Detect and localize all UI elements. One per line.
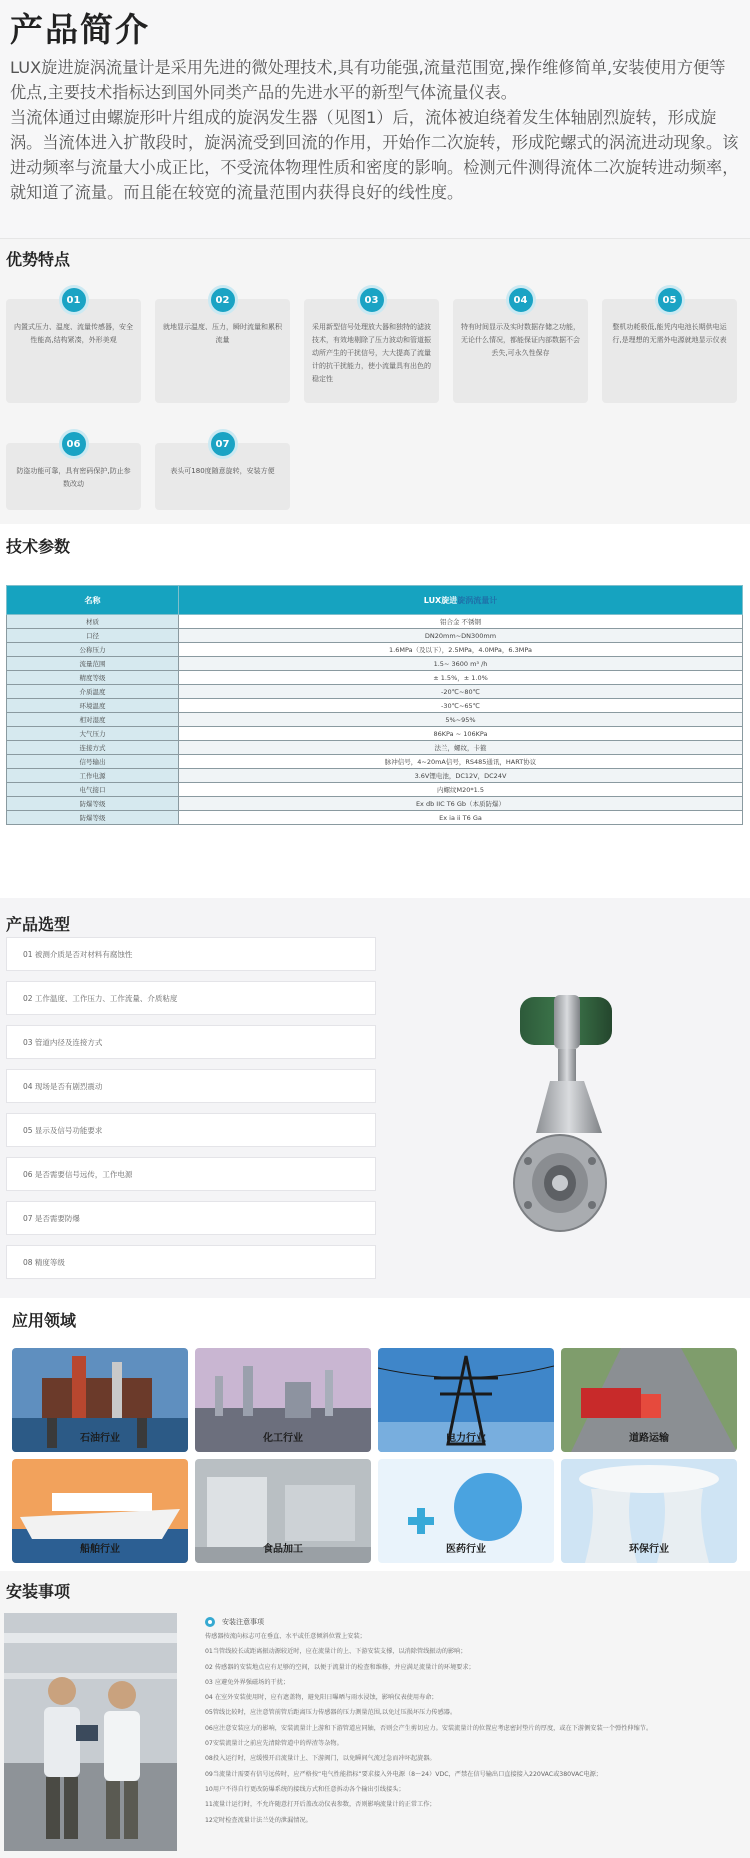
params-table-header	[7, 586, 743, 615]
feature-number-badge: 01	[59, 285, 89, 315]
param-value: 法兰，螺纹，卡箍	[179, 741, 743, 755]
selection-item: 07 是否需要防爆	[6, 1201, 376, 1235]
feature-card	[6, 294, 141, 403]
selection-section	[0, 898, 750, 1298]
installation-note: 07安装流量计之前应先清除管道中的焊渣等杂物。	[205, 1740, 343, 1748]
flowmeter-image	[510, 993, 630, 1233]
installation-heading-row	[205, 1615, 740, 1629]
selection-item: 04 现场是否有剧烈震动	[6, 1069, 376, 1103]
feature-card	[453, 294, 588, 403]
table-row	[7, 657, 743, 671]
table-row	[7, 755, 743, 769]
app-label: 食品加工	[263, 1544, 303, 1555]
app-label: 电力行业	[446, 1433, 486, 1444]
selection-item: 01 被测介质是否对材料有腐蚀性	[6, 937, 376, 971]
selection-item: 06 是否需要信号远传，工作电源	[6, 1157, 376, 1191]
installation-note: 01当管线较长或距离振动源较近时，应在流量计的上、下游安装支撑，以消除管线振动的影响；	[205, 1648, 467, 1656]
param-name: 连接方式	[7, 741, 179, 755]
engineers-illustration	[4, 1613, 177, 1851]
app-label: 道路运输	[629, 1433, 669, 1444]
app-tile-power	[378, 1348, 554, 1452]
installation-title: 安装事项	[6, 1582, 71, 1601]
feature-text: 整机功耗极低,能凭内电池长期供电运行,是理想的无需外电源就地显示仪表	[612, 323, 727, 344]
app-label: 环保行业	[629, 1544, 669, 1555]
app-label: 医药行业	[446, 1544, 486, 1555]
table-row	[7, 671, 743, 685]
app-tile-petroleum	[12, 1348, 188, 1452]
table-row	[7, 643, 743, 657]
table-row	[7, 727, 743, 741]
param-name: 大气压力	[7, 727, 179, 741]
feature-number-badge: 04	[506, 285, 536, 315]
feature-card	[602, 294, 737, 403]
param-name: 信号输出	[7, 755, 179, 769]
app-tile-medical	[378, 1459, 554, 1563]
param-value: ± 1.5%，± 1.0%	[179, 671, 743, 685]
feature-card	[6, 438, 141, 510]
param-name: 介质温度	[7, 685, 179, 699]
selection-item: 05 显示及信号功能要求	[6, 1113, 376, 1147]
param-name: 防爆等级	[7, 797, 179, 811]
app-label: 石油行业	[80, 1433, 120, 1444]
app-tile-environmental	[561, 1459, 737, 1563]
param-name: 防爆等级	[7, 811, 179, 825]
params-header-model-b: 旋涡流量计	[457, 595, 498, 605]
param-value: Ex ia ii T6 Ga	[179, 811, 743, 825]
feature-number-badge: 06	[59, 429, 89, 459]
param-name: 精度等级	[7, 671, 179, 685]
params-table	[6, 585, 743, 825]
installation-section	[0, 1571, 750, 1858]
table-row	[7, 685, 743, 699]
feature-text: 内置式压力、温度、流量传感器，安全性能高,结构紧凑，外形美观	[14, 323, 133, 344]
feature-number-badge: 02	[208, 285, 238, 315]
params-header-model-a: LUX旋进	[423, 595, 458, 605]
table-row	[7, 713, 743, 727]
installation-note: 11流量计运行时，不允许随意打开后盖改动仪表参数，否则影响流量计的正常工作；	[205, 1801, 436, 1809]
param-value: 86KPa ~ 106KPa	[179, 727, 743, 741]
feature-card	[155, 438, 290, 510]
installation-heading: 安装注意事项	[222, 1618, 264, 1626]
param-value: DN20mm~DN300mm	[179, 629, 743, 643]
param-value: 1.6MPa（及以下），2.5MPa，4.0MPa，6.3MPa	[179, 643, 743, 657]
feature-number-badge: 07	[208, 429, 238, 459]
installation-note: 05管线比较时，应注意管前管后距离压力传感器的压力测量范围,以免过压损坏压力传感器。	[205, 1709, 457, 1717]
param-name: 电气接口	[7, 783, 179, 797]
intro-section	[0, 0, 750, 238]
installation-note: 10用户不得自行更改防爆系统的接线方式和任意拆动各个输出引线接头；	[205, 1785, 405, 1793]
features-section	[0, 238, 750, 524]
applications-section	[0, 1298, 750, 1571]
feature-number-badge: 03	[357, 285, 387, 315]
param-name: 工作电源	[7, 769, 179, 783]
param-name: 相对湿度	[7, 713, 179, 727]
feature-text: 防盗功能可靠，具有密码保护,防止参数改动	[16, 467, 131, 488]
tech-params-section	[0, 524, 750, 898]
features-title: 优势特点	[6, 250, 71, 269]
installation-note: 09当流量计需要有信号远传时，应严格按“电气性能指标”要求接入外电源（8～24）VDC，严禁在信号输出口直接接入220VAC或380VAC电源；	[205, 1770, 602, 1778]
app-tile-ship	[12, 1459, 188, 1563]
table-row	[7, 615, 743, 629]
param-value: 5%~95%	[179, 713, 743, 727]
table-row	[7, 699, 743, 713]
feature-text: 采用新型信号处理放大器和独特的滤波技术，有效地剔除了压力波动和管道振动所产生的干扰信号，大大提高了流量计的抗干扰能力，使小流量具有出色的稳定性	[312, 323, 431, 383]
param-value: 铝合金 不锈钢	[179, 615, 743, 629]
intro-paragraph-2: 当流体通过由螺旋形叶片组成的旋涡发生器（见图1）后，流体被迫绕着发生体轴剧烈旋转，形成旋涡。当流体进入扩散段时，旋涡流受到回流的作用，开始作二次旋转，形成陀螺式的涡流进动现象。该进动频率与流量大小成正比，不受流体物理性质和密度的影响。检测元件测得流体二次旋转进动频率，就知道了流量。而且能在较宽的流量范围内获得良好的线性度。	[10, 108, 739, 202]
param-name: 流量范围	[7, 657, 179, 671]
app-tile-food	[195, 1459, 371, 1563]
installation-note: 03 应避免外界强磁场的干扰；	[205, 1678, 290, 1686]
feature-text: 特有时间显示及实时数据存储之功能，无论什么情况，都能保证内部数据不会丢失,可永久性保存	[461, 323, 580, 357]
installation-list	[205, 1615, 740, 1828]
table-row	[7, 811, 743, 825]
selection-item: 03 管道内径及连接方式	[6, 1025, 376, 1059]
selection-title: 产品选型	[6, 915, 71, 934]
table-row	[7, 783, 743, 797]
feature-number-badge: 05	[655, 285, 685, 315]
installation-note: 04 在室外安装使用时，应有遮盖物，避免阳日曝晒与雨水浸蚀，影响仪表使用寿命；	[205, 1694, 438, 1702]
tech-params-title: 技术参数	[6, 537, 71, 556]
param-value: Ex db IIC T6 Gb（本质防爆）	[179, 797, 743, 811]
param-name: 环境温度	[7, 699, 179, 713]
param-value: -30℃~65℃	[179, 699, 743, 713]
selection-item: 02 工作温度、工作压力、工作流量、介质粘度	[6, 981, 376, 1015]
params-header-model	[179, 586, 743, 615]
params-header-name: 名称	[7, 586, 179, 615]
app-tile-road-transport	[561, 1348, 737, 1452]
param-value: 1.5~ 3600 m³ /h	[179, 657, 743, 671]
table-row	[7, 797, 743, 811]
param-name: 公称压力	[7, 643, 179, 657]
intro-paragraph-1: LUX旋进旋涡流量计是采用先进的微处理技术,具有功能强,流量范围宽,操作维修简单,安装使用方便等优点,主要技术指标达到国外同类产品的先进水平的新型气体流量仪表。	[10, 58, 726, 102]
param-name: 材质	[7, 615, 179, 629]
param-value: 脉冲信号，4~20mA信号，RS485通讯，HART协议	[179, 755, 743, 769]
engineers-photo	[4, 1613, 177, 1851]
app-label: 船舶行业	[80, 1544, 120, 1555]
param-value: 内螺纹M20*1.5	[179, 783, 743, 797]
installation-note: 08投入运行时，应缓慢开启流量计上、下游阀门，以免瞬间气流过急而冲坏起旋器。	[205, 1755, 436, 1763]
installation-note: 12定时检查流量计法兰处的泄漏情况。	[205, 1816, 312, 1824]
intro-title: 产品简介	[10, 10, 150, 49]
param-value: -20℃~80℃	[179, 685, 743, 699]
param-value: 3.6V锂电池，DC12V，DC24V	[179, 769, 743, 783]
feature-card	[304, 294, 439, 403]
bullet-dot-icon	[205, 1617, 215, 1627]
table-row	[7, 769, 743, 783]
installation-note: 02 传感器的安装地点应有足够的空间，以便于流量计的检查和维修，并应满足流量计的环境要求；	[205, 1663, 475, 1671]
feature-text: 就地显示温度、压力，瞬时流量和累积流量	[163, 323, 282, 344]
feature-text: 表头可180度随意旋转，安装方便	[170, 467, 275, 475]
param-name: 口径	[7, 629, 179, 643]
installation-note: 传感器按流向标志可在垂直、水平或任意倾斜位置上安装；	[205, 1633, 366, 1640]
table-row	[7, 629, 743, 643]
applications-title: 应用领域	[12, 1311, 77, 1330]
installation-note: 06应注意安装应力的影响，安装流量计上游和下游管道应同轴，否则会产生剪切应力。安装流量计的位置应考虑密封垫片的厚度，或在下游侧安装一个弹性伸缩节。	[205, 1724, 653, 1732]
table-row	[7, 741, 743, 755]
app-tile-chemical	[195, 1348, 371, 1452]
feature-card	[155, 294, 290, 403]
selection-item: 08 精度等级	[6, 1245, 376, 1279]
app-label: 化工行业	[263, 1433, 303, 1444]
